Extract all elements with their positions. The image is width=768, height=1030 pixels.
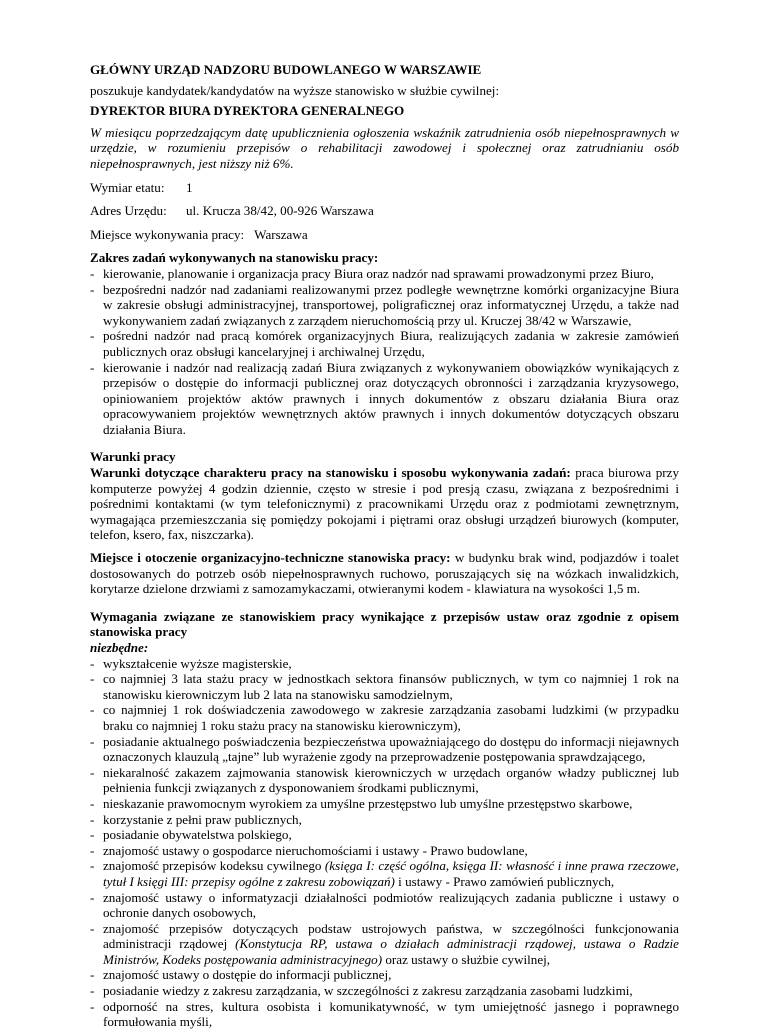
requirement-text: wykształcenie wyższe magisterskie, [103, 655, 292, 671]
conditions-paragraph-1 [90, 465, 679, 543]
duty-item: - bezpośredni nadzór nad zadaniami realizowanymi przez podległe wewnętrzne komórki organizacyjne Biura w zakresie obsługi administracyjnej, transportowej, poligraficznej oraz informatycznej Urzędu, a także nad wykonywaniem zadań związanych z zarządem nieruchomością przy ul. Kruczej 38/42 w Warszawie, [90, 282, 679, 329]
requirement-text: posiadanie wiedzy z zakresu zarządzania, w szczególności z zakresu zarządzania zasobami ludzkimi, [103, 983, 633, 999]
requirement-item [90, 967, 679, 983]
requirement-item [90, 734, 679, 765]
requirement-text: posiadanie obywatelstwa polskiego, [103, 827, 292, 843]
requirement-italic-text: (księga I: część ogólna, księga II: własność i inne prawa rzeczowe, tytuł I księgi III: przepisy ogólne z zakresu zobowiązań) [103, 858, 679, 889]
duty-item: - kierowanie i nadzór nad realizacją zadań Biura związanych z wykonywaniem obowiązków wynikających z przepisów o dostępie do informacji publicznej oraz dotyczących obronności i zarządzania kryzysowego, opiniowaniem projektów aktów prawnych i innych dokumentów z obszaru działania Biura oraz opracowywaniem projektów wewnętrznych aktów prawnych i innych dokumentów dotyczących obszaru działania Biura. [90, 360, 679, 438]
requirement-item [90, 890, 679, 921]
requirement-text: oraz ustawy o służbie cywilnej, [382, 951, 551, 967]
conditions-p1-label: Warunki dotyczące charakteru pracy na stanowisku i sposobu wykonywania zadań: [90, 465, 571, 481]
conditions-paragraph-2 [90, 550, 679, 597]
address-value: ul. Krucza 38/42, 00-926 Warszawa [186, 203, 374, 219]
duties-heading: Zakres zadań wykonywanych na stanowisku pracy: [90, 250, 379, 266]
duties-list [90, 266, 679, 438]
place-value: Warszawa [254, 226, 308, 242]
requirement-text: znajomość ustawy o gospodarce nieruchomościami i ustawy - Prawo budowlane, [103, 842, 528, 858]
workload-row [90, 180, 679, 196]
requirement-text: znajomość ustawy o dostępie do informacji publicznej, [103, 967, 392, 983]
document-content [90, 62, 679, 1030]
place-row [90, 227, 679, 243]
requirement-item [90, 796, 679, 812]
requirement-item [90, 999, 679, 1030]
requirement-text: i ustawy - Prawo zamówień publicznych, [394, 873, 615, 889]
workload-label: Wymiar etatu: [90, 179, 165, 195]
requirement-item [90, 702, 679, 733]
requirement-item [90, 858, 679, 889]
requirement-item [90, 843, 679, 859]
requirement-text: znajomość ustawy o informatyzacji działalności podmiotów realizujących zadania publiczne i ustawy o ochronie danych osobowych, [103, 889, 679, 921]
conditions-p2-label: Miejsce i otoczenie organizacyjno-techniczne stanowiska pracy: [90, 550, 451, 566]
duty-item: - kierowanie, planowanie i organizacja pracy Biura oraz nadzór nad sprawami prowadzonymi przez Biuro, [90, 266, 679, 282]
requirements-subheading: niezbędne: [90, 640, 149, 655]
disability-notice: W miesiącu poprzedzającym datę upublicznienia ogłoszenia wskaźnik zatrudnienia osób niepełnosprawnych w urzędzie, w rozumieniu przepisów o rehabilitacji zawodowej i społecznej oraz zatrudnianiu osób niepełnosprawnych, jest niższy niż 6%. [90, 124, 679, 171]
conditions-p2-text: w budynku brak wind, podjazdów i toalet dostosowanych do potrzeb osób niepełnosprawnych ruchowo, poruszających się na wózkach inwalidzkich, korytarze dzielone drzwiami z samozamykaczami, otwieranymi kodem - klawiatura na wysokości 1,5 m. [90, 550, 679, 597]
conditions-heading: Warunki pracy [90, 449, 176, 465]
requirement-item [90, 812, 679, 828]
requirement-text: znajomość przepisów dotyczących podstaw ustrojowych państwa, w szczególności funkcjonowania administracji rządowej [103, 920, 679, 952]
requirement-text: korzystanie z pełni praw publicznych, [103, 811, 302, 827]
place-label: Miejsce wykonywania pracy: [90, 226, 245, 242]
workload-value: 1 [186, 179, 193, 195]
requirement-item [90, 827, 679, 843]
requirement-text: odporność na stres, kultura osobista i komunikatywność, w tym umiejętność jasnego i poprawnego formułowania myśli, [103, 998, 679, 1030]
requirement-text: posiadanie aktualnego poświadczenia bezpieczeństwa upoważniającego do dostępu do informacji niejawnych oznaczonych klauzulą „tajne” lub wyrażenie zgody na przeprowadzenie postępowania sprawdzającego, [103, 733, 679, 765]
conditions-p1-text: praca biurowa przy komputerze powyżej 4 godzin dziennie, często w stresie i pod presją czasu, związana z bezpośrednimi i pośrednimi kontaktami (w tym telefonicznymi) z pracownikami Urzędu oraz z podmiotami zewnętrznym, wymagająca przemieszczania się pomiędzy pokojami i piętrami oraz obsługi urządzeń biurowych (komputer, telefon, ksero, fax, niszczarka). [90, 465, 679, 543]
intro-line: poszukuje kandydatek/kandydatów na wyższe stanowisko w służbie cywilnej: [90, 82, 500, 98]
requirements-heading: Wymagania związane ze stanowiskiem pracy wynikające z przepisów ustaw oraz zgodnie z opisem stanowiska pracy [90, 608, 679, 640]
requirement-text: co najmniej 3 lata stażu pracy w jednostkach sektora finansów publicznych, w tym co najmniej 1 rok na stanowisku kierowniczym lub 2 lata na stanowisku samodzielnym, [103, 671, 679, 702]
requirement-italic-text: (Konstytucja RP, ustawa o działach administracji rządowej, ustawa o Radzie Ministrów, Kodeks postępowania administracyjnego) [103, 936, 679, 967]
requirement-item [90, 921, 679, 968]
requirements-list [90, 656, 679, 1030]
requirement-item [90, 671, 679, 702]
organization-name: GŁÓWNY URZĄD NADZORU BUDOWLANEGO W WARSZAWIE [90, 62, 482, 77]
requirement-text: znajomość przepisów kodeksu cywilnego [103, 858, 325, 874]
requirement-item [90, 656, 679, 672]
position-title: DYREKTOR BIURA DYREKTORA GENERALNEGO [90, 103, 405, 119]
address-row [90, 203, 679, 219]
requirement-item [90, 983, 679, 999]
requirement-text: nieskazanie prawomocnym wyrokiem za umyślne przestępstwo lub umyślne przestępstwo skarbowe, [103, 795, 633, 811]
requirement-text: niekaralność zakazem zajmowania stanowisk kierowniczych w urzędach organów władzy publicznej lub pełnienia funkcji związanych z dysponowaniem środkami publicznymi, [103, 764, 679, 796]
duty-item: - pośredni nadzór nad pracą komórek organizacyjnych Biura, realizujących zadania w zakresie zamówień publicznych oraz obsługi kancelaryjnej i archiwalnej Urzędu, [90, 328, 679, 359]
requirement-item [90, 765, 679, 796]
address-label: Adres Urzędu: [90, 203, 167, 219]
requirement-text: co najmniej 1 rok doświadczenia zawodowego w zakresie zarządzania zasobami ludzkimi (w przypadku braku co najmniej 1 roku stażu pracy na stanowisku kierowniczym), [103, 702, 679, 733]
